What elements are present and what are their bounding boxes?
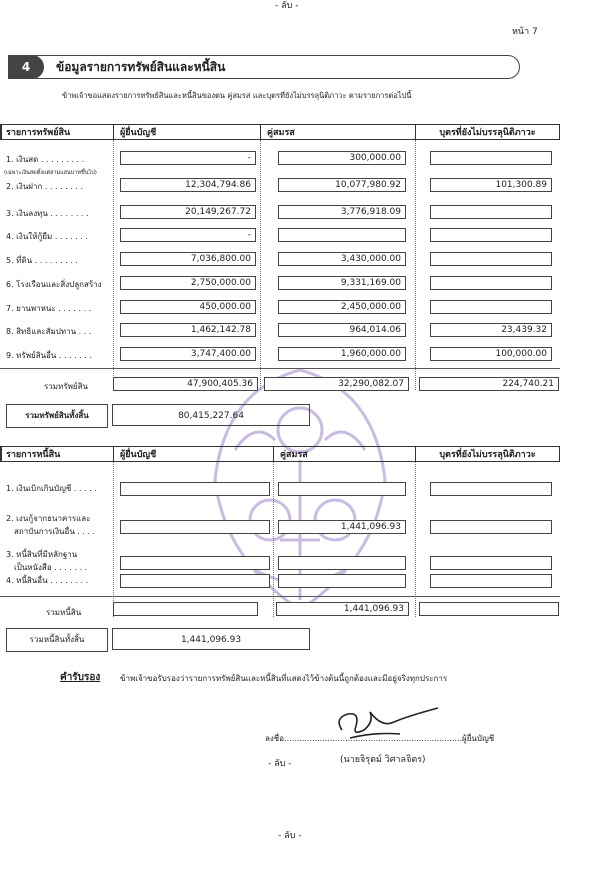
liability-child-value	[430, 574, 552, 588]
section-intro: ข้าพเจ้าขอแสดงรายการทรัพย์สินและหนี้สินของตน คู่สมรส และบุตรที่ยังไม่บรรลุนิติภาวะ ตามรายการต่อไปนี้	[62, 91, 412, 100]
asset-spouse-value	[278, 228, 406, 242]
liability-child-value	[430, 556, 552, 570]
certification-heading: คำรับรอง	[60, 672, 101, 683]
signature-icon	[330, 700, 450, 745]
asset-child-value: 100,000.00	[430, 347, 552, 361]
liability-filer-value	[120, 520, 270, 534]
divider-line	[0, 596, 560, 597]
mid-secret-mark: - ลับ -	[268, 759, 292, 769]
liabilities-total-label: รวมหนี้สิน	[46, 608, 82, 617]
liabilities-grand-label: รวมหนี้สินทั้งสิ้น	[6, 628, 108, 652]
section-number-badge: 4	[8, 55, 44, 79]
asset-child-value	[430, 228, 552, 242]
asset-filer-value: -	[120, 151, 256, 165]
column-divider	[113, 462, 114, 617]
liability-filer-value	[120, 482, 270, 496]
signer-name: (นายจิรุตม์ วิศาลจิตร)	[340, 755, 426, 765]
asset-filer-value: -	[120, 228, 256, 242]
asset-spouse-value: 9,331,169.00	[278, 276, 406, 290]
asset-spouse-value: 10,077,980.92	[278, 178, 406, 192]
liabilities-total-filer	[113, 602, 258, 616]
signature-line: ลงชื่อ......................................................................ผู้ยื่นบัญชี	[265, 734, 495, 743]
asset-filer-value: 12,304,794.86	[120, 178, 256, 192]
liability-spouse-value	[278, 574, 406, 588]
asset-child-value	[430, 151, 552, 165]
asset-spouse-value: 964,014.06	[278, 323, 406, 337]
asset-row-label: 4. เงินให้กู้ยืม . . . . . . .	[6, 232, 88, 241]
column-divider	[260, 140, 261, 390]
liability-spouse-value	[278, 556, 406, 570]
assets-total-label: รวมทรัพย์สิน	[44, 382, 88, 391]
asset-filer-value: 20,149,267.72	[120, 205, 256, 219]
liabilities-grand-value: 1,441,096.93	[112, 628, 310, 650]
asset-child-value	[430, 205, 552, 219]
asset-row-label: 9. ทรัพย์สินอื่น . . . . . . .	[6, 351, 92, 360]
column-divider	[113, 140, 114, 390]
assets-header-filer: ผู้ยื่นบัญชี	[113, 124, 260, 140]
liability-spouse-value: 1,441,096.93	[278, 520, 406, 534]
asset-row-label: 5. ที่ดิน . . . . . . . . .	[6, 256, 78, 265]
assets-header-item: รายการทรัพย์สิน	[0, 124, 113, 140]
bottom-secret-mark: - ลับ -	[278, 831, 302, 841]
liability-row-label: 3. หนี้สินที่มีหลักฐาน	[6, 550, 78, 559]
column-divider	[415, 140, 416, 390]
assets-header-child: บุตรที่ยังไม่บรรลุนิติภาวะ	[415, 124, 560, 140]
asset-spouse-value: 300,000.00	[278, 151, 406, 165]
asset-child-value: 23,439.32	[430, 323, 552, 337]
liability-row-label: 1. เงินเบิกเกินบัญชี . . . . .	[6, 484, 97, 493]
asset-row-note: (เฉพาะเงินสดตั้งแต่สามแสนบาทขึ้นไป)	[4, 170, 97, 176]
liability-child-value	[430, 482, 552, 496]
asset-row-label: 3. เงินลงทุน . . . . . . . .	[6, 209, 89, 218]
section-title: ข้อมูลรายการทรัพย์สินและหนี้สิน	[56, 60, 226, 74]
asset-filer-value: 1,462,142.78	[120, 323, 256, 337]
liability-filer-value	[120, 574, 270, 588]
asset-row-label: 6. โรงเรือนและสิ่งปลูกสร้าง	[6, 280, 102, 289]
asset-filer-value: 2,750,000.00	[120, 276, 256, 290]
asset-spouse-value: 3,430,000.00	[278, 252, 406, 266]
asset-spouse-value: 3,776,918.09	[278, 205, 406, 219]
asset-filer-value: 450,000.00	[120, 300, 256, 314]
liability-row-label-cont: เป็นหนังสือ . . . . . . .	[14, 563, 88, 572]
asset-child-value	[430, 300, 552, 314]
liability-spouse-value	[278, 482, 406, 496]
assets-grand-label: รวมทรัพย์สินทั้งสิ้น	[6, 404, 108, 428]
asset-child-value	[430, 252, 552, 266]
liability-child-value	[430, 520, 552, 534]
column-divider	[273, 462, 274, 617]
asset-filer-value: 3,747,400.00	[120, 347, 256, 361]
liability-row-label: 4. หนี้สินอื่น . . . . . . . .	[6, 576, 89, 585]
liabilities-header-spouse: คู่สมรส	[273, 446, 415, 462]
liabilities-total-spouse: 1,441,096.93	[276, 602, 409, 616]
asset-spouse-value: 2,450,000.00	[278, 300, 406, 314]
asset-child-value	[430, 276, 552, 290]
liability-row-label-cont: สถาบันการเงินอื่น . . . .	[14, 527, 96, 536]
assets-grand-value: 80,415,227.64	[112, 404, 310, 426]
certification-text: ข้าพเจ้าขอรับรองว่ารายการทรัพย์สินและหนี้สินที่แสดงไว้ข้างต้นนี้ถูกต้องและมีอยู่จริงทุกประการ	[120, 674, 448, 683]
asset-row-label: 1. เงินสด . . . . . . . . .	[6, 155, 85, 164]
column-divider	[415, 462, 416, 617]
liability-filer-value	[120, 556, 270, 570]
liability-row-label: 2. เงนกู้จากธนาคารและ	[6, 514, 91, 523]
liabilities-total-child	[419, 602, 559, 616]
assets-total-child: 224,740.21	[419, 377, 559, 391]
liabilities-header-filer: ผู้ยื่นบัญชี	[113, 446, 273, 462]
asset-spouse-value: 1,960,000.00	[278, 347, 406, 361]
assets-total-spouse: 32,290,082.07	[264, 377, 409, 391]
liabilities-header-child: บุตรที่ยังไม่บรรลุนิติภาวะ	[415, 446, 560, 462]
assets-header-spouse: คู่สมรส	[260, 124, 415, 140]
asset-row-label: 7. ยานพาหนะ . . . . . . .	[6, 304, 92, 313]
asset-row-label: 2. เงินฝาก . . . . . . . .	[6, 182, 83, 191]
divider-line	[0, 368, 560, 369]
asset-child-value: 101,300.89	[430, 178, 552, 192]
asset-filer-value: 7,036,800.00	[120, 252, 256, 266]
page-number: หน้า 7	[512, 27, 538, 37]
liabilities-header-item: รายการหนี้สิน	[0, 446, 113, 462]
asset-row-label: 8. สิทธิและสัมปทาน . . .	[6, 327, 92, 336]
top-secret-mark: - ลับ -	[275, 1, 299, 11]
assets-total-filer: 47,900,405.36	[113, 377, 258, 391]
